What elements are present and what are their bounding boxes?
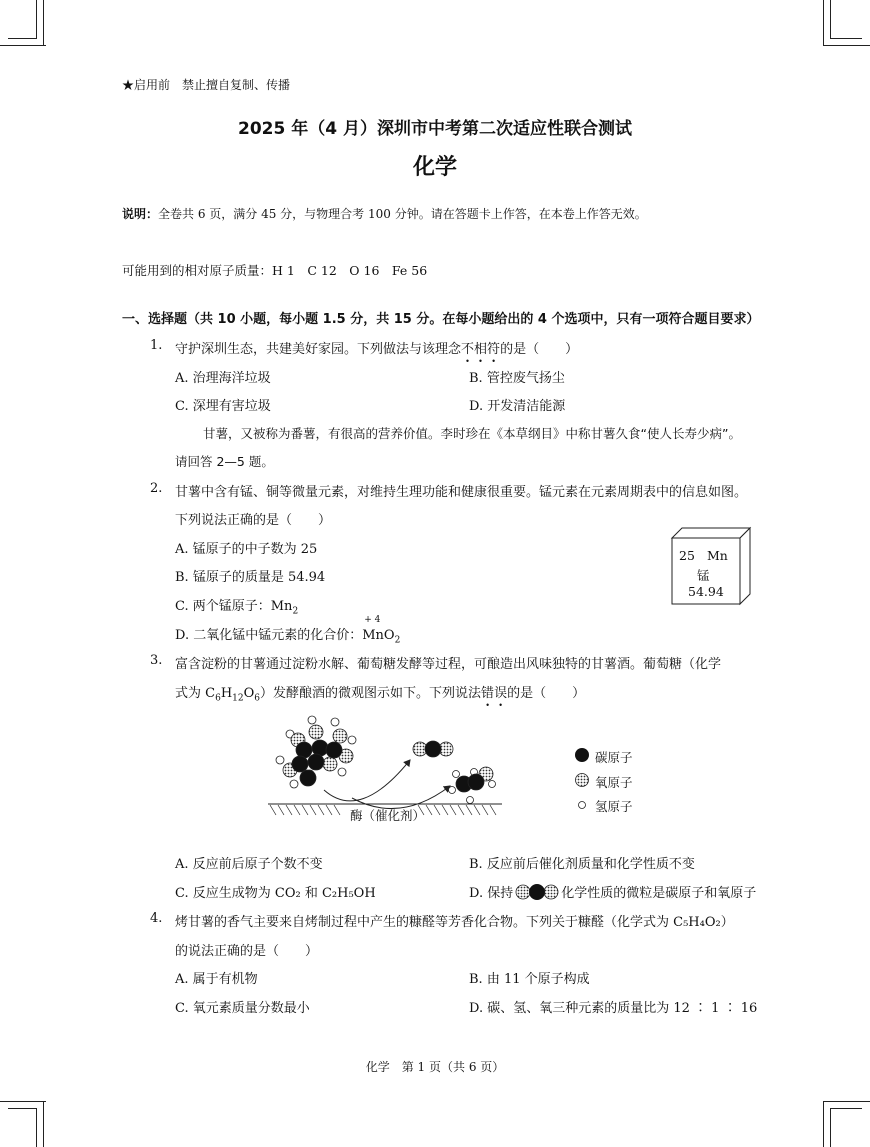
option-text: D. 二氧化锰中锰元素的化合价：: [175, 628, 363, 643]
stem-text: 的是（ ）: [507, 686, 586, 701]
question-stem: 下列说法正确的是（ ）: [175, 513, 332, 528]
crop-mark-bl-v2: [36, 1109, 37, 1147]
option-a[interactable]: A. 反应前后原子个数不变: [175, 857, 323, 872]
element-mass: 54.94: [688, 584, 724, 599]
question-stem: [175, 682, 585, 704]
crop-mark-tl-h2: [8, 38, 37, 39]
stem-text: 的是（ ）: [500, 342, 579, 357]
atomic-masses: 可能用到的相对原子质量：H 1 C 12 O 16 Fe 56: [122, 263, 428, 278]
co2-molecule-icon: [514, 883, 560, 901]
instructions-text: 全卷共 6 页，满分 45 分，与物理合考 100 分钟。请在答题卡上作答，在本卷上作答无效。: [158, 207, 647, 221]
emphasis-char: 误: [494, 686, 508, 701]
subscript: 6: [254, 693, 261, 704]
crop-mark-bl-h: [0, 1101, 46, 1102]
stem-text: O: [243, 686, 255, 701]
option-b[interactable]: B. 管控废气扬尘: [469, 371, 565, 386]
emphasis-char: 符: [487, 342, 501, 357]
option-c[interactable]: C. 反应生成物为 CO₂ 和 C₂H₅OH: [175, 886, 376, 901]
crop-mark-br-h: [823, 1101, 870, 1102]
element-symbol: Mn: [707, 548, 728, 563]
option-a[interactable]: A. 锰原子的中子数为 25: [175, 542, 318, 557]
option-c[interactable]: C. 氧元素质量分数最小: [175, 1001, 310, 1016]
instructions: [122, 205, 647, 222]
page-footer: 化学 第 1 页（共 6 页）: [365, 1060, 505, 1074]
co2-molecule: [413, 741, 453, 757]
question-stem: 富含淀粉的甘薯通过淀粉水解、葡萄糖发酵等过程，可酿造出风味独特的甘薯酒。葡萄糖（化学: [175, 657, 722, 672]
header-note: ★启用前 禁止擅自复制、传播: [122, 78, 291, 92]
subject-title: 化学: [412, 155, 457, 180]
valence-mark: + 4: [364, 615, 381, 625]
legend-oxygen-label: 氧原子: [595, 775, 633, 790]
option-d[interactable]: D. 开发清洁能源: [469, 399, 566, 414]
emphasis-char: 相: [474, 342, 488, 357]
subscript: 2: [394, 635, 401, 646]
section-heading: 一、选择题（共 10 小题，每小题 1.5 分，共 15 分。在每小题给出的 4 个选项中，只有一项符合题目要求）: [122, 312, 760, 327]
exam-title: 2025 年（4 月）深圳市中考第二次适应性联合测试: [238, 119, 632, 139]
legend-carbon-icon: [574, 747, 590, 763]
crop-mark-tr-v2: [830, 0, 831, 38]
subscript: 2: [292, 606, 299, 617]
formula: MnO: [362, 628, 395, 643]
stem-text: H: [220, 686, 233, 701]
subscript: 12: [232, 693, 244, 704]
crop-mark-tl-v2: [36, 0, 37, 38]
stem-text: 守护深圳生态，共建美好家园。下列做法与该理念: [175, 342, 462, 357]
option-c[interactable]: C. 深埋有害垃圾: [175, 399, 271, 414]
question-stem: 甘薯中含有锰、铜等微量元素，对维持生理功能和健康很重要。锰元素在元素周期表中的信息如图。: [175, 485, 748, 500]
crop-mark-tr-h2: [830, 38, 862, 39]
question-number: 3.: [150, 653, 163, 668]
crop-mark-br-v: [823, 1101, 824, 1147]
emphasis-char: 错: [481, 686, 495, 701]
subscript: 6: [215, 693, 221, 704]
option-b[interactable]: B. 锰原子的质量是 54.94: [175, 570, 326, 585]
glucose-molecule: [276, 716, 356, 788]
question-number: 2.: [150, 481, 163, 496]
legend-carbon-label: 碳原子: [595, 750, 633, 765]
option-d[interactable]: D. 碳、氢、氧三种元素的质量比为 12 ∶ 1 ∶ 16: [469, 1001, 758, 1016]
question-stem: [175, 338, 578, 357]
legend-oxygen-icon: [574, 772, 590, 788]
instructions-label: 说明：: [122, 207, 159, 221]
element-number: 25: [679, 548, 695, 563]
question-number: 1.: [150, 338, 163, 353]
option-a[interactable]: A. 属于有机物: [175, 972, 258, 987]
element-name: 锰: [697, 568, 710, 583]
option-d[interactable]: [469, 882, 756, 901]
crop-mark-tl-v: [43, 0, 44, 46]
legend-hydrogen-label: 氢原子: [595, 799, 633, 814]
option-text: C. 两个锰原子：Mn: [175, 599, 293, 614]
ethanol-molecule: [449, 767, 496, 804]
catalyst-label: 酶（催化剂）: [350, 808, 426, 823]
question-stem: 烤甘薯的香气主要来自烤制过程中产生的糠醛等芳香化合物。下列关于糠醛（化学式为 C₅H₄O₂）: [175, 915, 734, 930]
question-number: 4.: [150, 911, 163, 926]
crop-mark-br-h2: [830, 1108, 862, 1109]
legend-hydrogen-icon: [576, 799, 588, 811]
question-stem: 的说法正确的是（ ）: [175, 944, 319, 959]
option-d[interactable]: [175, 615, 401, 646]
stem-text: 式为 C: [175, 686, 216, 701]
option-b[interactable]: B. 反应前后催化剂质量和化学性质不变: [469, 857, 695, 872]
emphasis-char: 不: [461, 342, 475, 357]
option-b[interactable]: B. 由 11 个原子构成: [469, 972, 590, 987]
option-a[interactable]: A. 治理海洋垃圾: [175, 371, 271, 386]
option-text: D. 保持: [469, 886, 514, 901]
option-c[interactable]: [175, 595, 298, 617]
option-text: 化学性质的微粒是碳原子和氧原子: [561, 886, 757, 901]
crop-mark-bl-v: [43, 1101, 44, 1147]
crop-mark-tl-h: [0, 45, 46, 46]
crop-mark-tr-h: [823, 45, 870, 46]
passage-line: 甘薯，又被称为番薯，有很高的营养价值。李时珍在《本草纲目》中称甘薯久食“使人长寿少病”。: [203, 426, 741, 441]
crop-mark-br-v2: [830, 1109, 831, 1147]
passage-line: 请回答 2—5 题。: [175, 454, 274, 469]
crop-mark-bl-h2: [8, 1108, 37, 1109]
stem-text: ）发酵酿酒的微观图示如下。下列说法: [260, 686, 482, 701]
crop-mark-tr-v: [823, 0, 824, 46]
